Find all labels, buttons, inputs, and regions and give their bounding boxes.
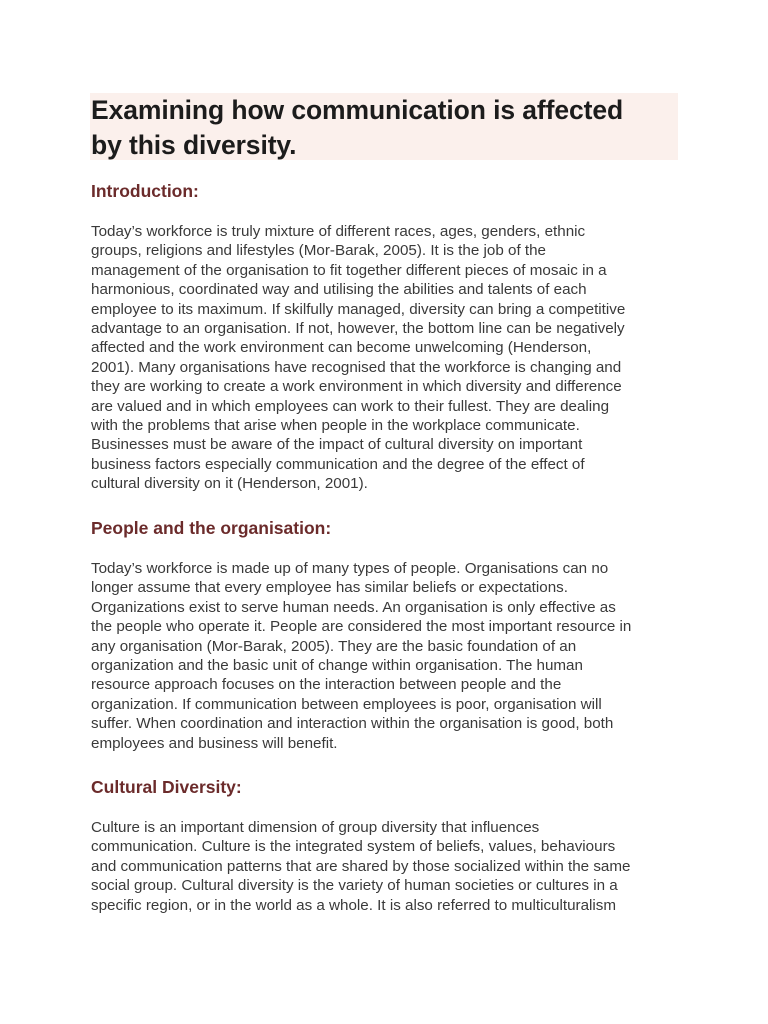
- section-body-cultural-diversity: Culture is an important dimension of group diversity that influences communication. Culture is the integrated system of beliefs, values, behaviours and communication patterns that are shared by those socialized within the same social group. Cultural diversity is the variety of human societies or cultures in a specific region, or in the world as a whole. It is also referred to multiculturalism: [91, 819, 631, 914]
- section-heading-introduction: Introduction:: [91, 181, 199, 201]
- section-body-introduction: Today’s workforce is truly mixture of different races, ages, genders, ethnic groups, religions and lifestyles (Mor-Barak, 2005). It is the job of the management of the organisation to fit together different pieces of mosaic in a harmonious, coordinated way and utilising the abilities and talents of each employee to its maximum. If skilfully managed, diversity can bring a competitive advantage to an organisation. If not, however, the bottom line can be negatively affected and the work environment can become unwelcoming (Henderson, 2001). Many organisations have recognised that the workforce is changing and they are working to create a work environment in which diversity and difference are valued and in which employees can work to their fullest. They are dealing with the problems that arise when people in the workplace communicate. Businesses must be aware of the impact of cultural diversity on important business factors especially communication and the degree of the effect of cultural diversity on it (Henderson, 2001).: [91, 223, 626, 493]
- section-heading-people-and-organisation: People and the organisation:: [91, 518, 332, 538]
- document-title: Examining how communication is affected by this diversity.: [91, 95, 624, 160]
- section-heading-cultural-diversity: Cultural Diversity:: [91, 777, 242, 797]
- section-body-people-and-organisation: Today’s workforce is made up of many types of people. Organisations can no longer assume that every employee has similar beliefs or expectations. Organizations exist to serve human needs. An organisation is only effective as the people who operate it. People are considered the most important resource in any organisation (Mor-Barak, 2005). They are the basic foundation of an organization and the basic unit of change within organisation. The human resource approach focuses on the interaction between people and the organization. If communication between employees is poor, organisation will suffer. When coordination and interaction within the organisation is good, both employees and business will benefit.: [91, 560, 632, 752]
